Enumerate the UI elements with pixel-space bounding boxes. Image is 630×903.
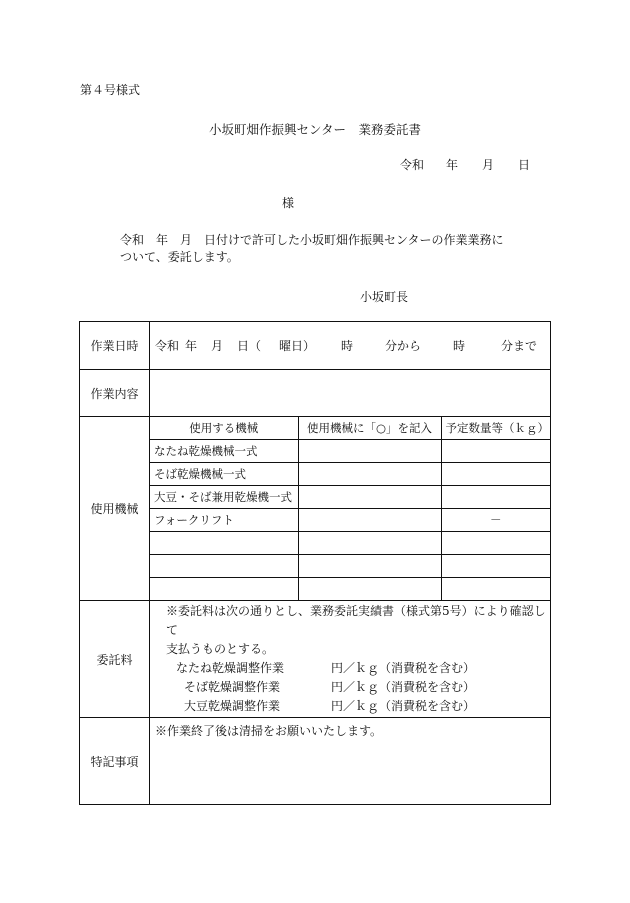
dt-era: 令和 [155, 339, 180, 353]
label-work-datetime: 作業日時 [80, 322, 150, 370]
machine-mark-cell[interactable] [298, 532, 441, 555]
label-machinery: 使用機械 [80, 417, 150, 601]
machinery-row [150, 532, 550, 555]
work-datetime-field[interactable] [150, 322, 551, 370]
machinery-row [150, 578, 550, 601]
header-usage-mark: 使用機械に「○」を記入 [298, 417, 441, 440]
machine-mark-cell[interactable] [298, 440, 441, 463]
fee-item-name: 大豆乾燥調整作業 [184, 699, 281, 713]
form-number: 第４号様式 [80, 83, 141, 97]
dt-month: 月 [211, 339, 224, 353]
row-notes [80, 718, 551, 805]
fee-item-name: なたね乾燥調整作業 [176, 661, 285, 675]
consignment-table [79, 321, 551, 805]
machinery-row [150, 555, 550, 578]
issuer: 小坂町長 [360, 290, 409, 304]
machinery-row [150, 463, 550, 486]
machine-mark-cell[interactable] [298, 555, 441, 578]
work-content-field[interactable] [150, 370, 551, 417]
machinery-row [150, 486, 550, 509]
date-day: 日 [518, 158, 531, 172]
fee-note-line-1: ※委託料は次の通りとし、業務委託実績書（様式第5号）により確認して [166, 604, 546, 637]
header-planned-qty: 予定数量等（ｋｇ） [441, 417, 550, 440]
machine-name: フォークリフト [150, 509, 298, 532]
label-work-content: 作業内容 [80, 370, 150, 417]
dt-minute-from: 分から [385, 339, 422, 353]
row-fee [80, 601, 551, 718]
date-year: 年 [446, 158, 459, 172]
machinery-cell [150, 417, 551, 601]
machinery-row [150, 509, 550, 532]
dt-weekday: 曜日） [279, 339, 316, 353]
machine-qty-cell[interactable] [441, 578, 550, 601]
machine-name: 大豆・そば兼用乾燥機一式 [150, 486, 298, 509]
machine-mark-cell[interactable] [298, 509, 441, 532]
machine-qty-cell[interactable] [441, 486, 550, 509]
document-title: 小坂町畑作振興センター 業務委託書 [208, 122, 421, 137]
machinery-table [150, 417, 550, 600]
label-notes: 特記事項 [80, 718, 150, 805]
fee-note-line-2: 支払うものとする。 [166, 642, 275, 656]
fee-item-unit[interactable]: 円／ｋｇ（消費税を含む） [331, 661, 476, 675]
machinery-row [150, 440, 550, 463]
dt-year: 年 [185, 339, 198, 353]
machine-name: なたね乾燥機械一式 [150, 440, 298, 463]
addressee-suffix: 様 [282, 196, 295, 210]
header-machine-name: 使用する機械 [150, 417, 298, 440]
dt-day: 日（ [237, 339, 262, 353]
fee-item-unit[interactable]: 円／ｋｇ（消費税を含む） [331, 680, 476, 694]
fee-item-unit[interactable]: 円／ｋｇ（消費税を含む） [331, 699, 476, 713]
machine-mark-cell[interactable] [298, 578, 441, 601]
machine-name[interactable] [150, 555, 298, 578]
machine-qty-cell: － [441, 509, 550, 532]
body-line-2: ついて、委託します。 [120, 250, 239, 264]
row-work-datetime [80, 322, 551, 370]
fee-item [166, 659, 550, 678]
fee-item-name: そば乾燥調整作業 [184, 680, 281, 694]
machine-qty-cell[interactable] [441, 532, 550, 555]
fee-item [166, 697, 550, 716]
machine-name: そば乾燥機械一式 [150, 463, 298, 486]
dt-hour-from: 時 [341, 339, 354, 353]
notes-field[interactable]: ※作業終了後は清掃をお願いいたします。 [150, 718, 551, 805]
dt-minute-to: 分まで [501, 339, 538, 353]
body-line-1: 令和 年 月 日付けで許可した小坂町畑作振興センターの作業業務に [120, 233, 504, 247]
row-machinery [80, 417, 551, 601]
machinery-header-row [150, 417, 550, 440]
fee-cell [150, 601, 551, 718]
machine-mark-cell[interactable] [298, 486, 441, 509]
machine-name[interactable] [150, 532, 298, 555]
fee-item [166, 678, 550, 697]
machine-name[interactable] [150, 578, 298, 601]
dt-hour-to: 時 [453, 339, 466, 353]
body-text [120, 232, 504, 266]
machine-qty-cell[interactable] [441, 440, 550, 463]
date-era: 令和 [400, 158, 425, 172]
issue-date [400, 156, 530, 173]
label-fee: 委託料 [80, 601, 150, 718]
machine-qty-cell[interactable] [441, 463, 550, 486]
machine-mark-cell[interactable] [298, 463, 441, 486]
row-work-content [80, 370, 551, 417]
machine-qty-cell[interactable] [441, 555, 550, 578]
date-month: 月 [482, 158, 495, 172]
